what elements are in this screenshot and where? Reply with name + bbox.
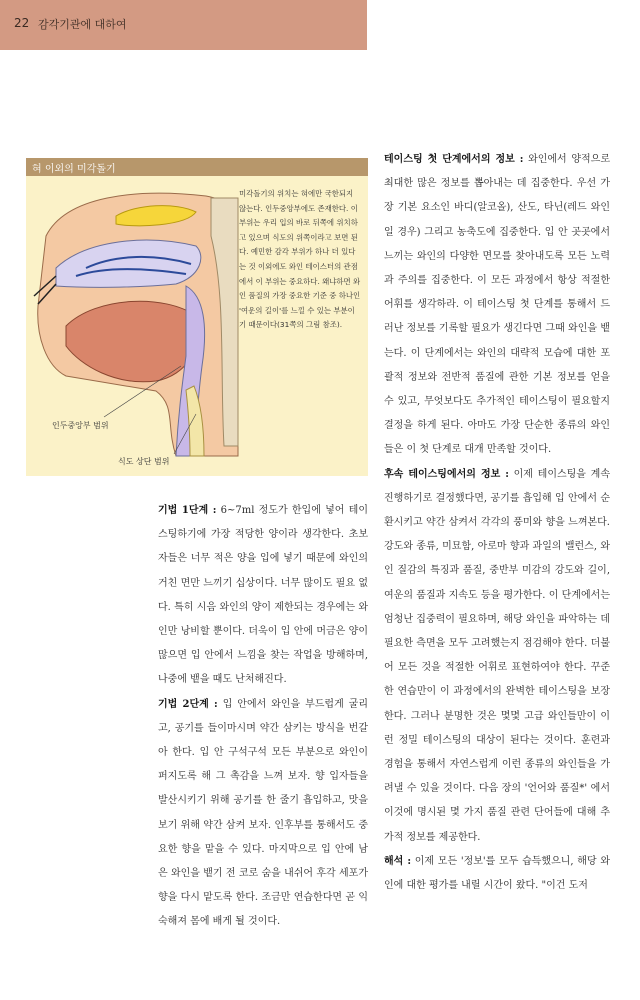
step1-body: 6~7ml 정도가 한입에 넣어 테이스팅하기에 가장 적당한 양이라 생각한다. 초보자들은 너무 적은 양을 입에 넣기 때문에 와인의 거친 면만 느끼기 십상이다. 너무 많이도 필요 없다. 특히 시음 와인의 양이 제한되는 경우에는 와인만 낭비할 뿐이다. 더욱이 입 안에 머금은 양이 많으면 입 안에서 느낌을 찾는 작업을 방해하며, 나중에 뱉을 때도 난처해진다. [158,505,368,686]
followup-heading: 후속 테이스팅에서의 정보 : [384,468,509,480]
label-pharynx-range: 인두중앙부 범위 [52,421,109,430]
figure-title-bar [26,158,368,176]
step2-heading: 기법 2단계 : [158,698,218,710]
paragraph-step2 [158,693,368,935]
step1-heading: 기법 1단계 : [158,505,217,516]
interpretation-heading: 해석 : [384,855,412,867]
interpretation-body: 이제 모든 '정보'를 모두 습득했으니, 해당 와인에 대한 평가를 내릴 시간이 왔다. "이건 도저 [384,855,610,892]
followup-body: 이제 테이스팅을 계속 진행하기로 결정했다면, 공기를 흡입해 입 안에서 순환시키고 약간 삼켜서 각각의 풍미와 향을 느껴본다. 강도와 종류, 미묘함, 아로마 향과 과일의 밸런스, 와인 질감의 특징과 품질, 중반부 미감의 강도와 길이, 여운의 품질과 지속도 등을 평가한다. 이 단계에서는 엄청난 집중력이 필요하며, 해당 와인을 파악하는 데 필요한 측면을 모두 고려했는지 점검해야 한다. 더불어 모든 것을 적절한 어휘로 표현하여야 한다. 꾸준한 연습만이 이 과정에서의 완벽한 테이스팅을 보장한다. 그러나 분명한 것은 몇몇 고급 와인들만이 이런 정밀 테이스팅의 대상이 된다는 것이다. 훈련과 경험을 통해서 자연스럽게 이런 종류의 와인들을 가려낼 수 있을 것이다. 다음 장의 '언어와 품질*' 에서 이것에 명시된 몇 가지 품질 관련 단어들에 대해 추가적 정보를 제공한다. [384,468,610,843]
page-number: 22 [14,16,30,30]
first-stage-body: 와인에서 양적으로 최대한 많은 정보를 뽑아내는 데 집중한다. 우선 가장 기본 요소인 바디(알코올), 산도, 타닌(레드 와인일 경우) 그리고 농축도에 집중한다. 입 안 곳곳에서 느끼는 와인의 다양한 면모를 찾아내도록 모든 노력과 주의를 집중한다. 이 모든 과정에서 항상 적절한 어휘를 생각하라. 이 테이스팅 첫 단계를 통해서 드러난 정보를 기록할 필요가 생긴다면 그때 와인을 뱉는다. 이 단계에서는 와인의 대략적 모습에 대한 포괄적 정보와 전반적 품질에 관한 기본 정보를 얻을 수 있고, 무엇보다도 추가적인 테이스팅이 필요할지 결정을 하게 된다. 아마도 가장 단순한 종류의 와인들은 이 첫 단계로 대개 만족할 것이다. [384,154,610,456]
first-stage-heading: 테이스팅 첫 단계에서의 정보 : [384,154,524,165]
paragraph-step1 [158,499,368,693]
left-text-column [158,499,368,935]
step2-body: 입 안에서 와인을 부드럽게 굴리고, 공기를 들이마시며 약간 삼키는 방식을 번갈아 한다. 입 안 구석구석 모든 부분으로 와인이 퍼지도록 해 그 촉감을 느껴 보자. 향 입자들을 발산시키기 위해 공기를 한 줄기 흡입하고, 맛을 보기 위해 약간 삼켜 보자. 인후부를 통해서도 중요한 향을 맡을 수 있다. 마지막으로 입 안에 남은 와인을 뱉기 전 코로 숨을 내쉬어 후각 세포가 향을 다시 맡도록 한다. 조금만 연습한다면 곧 익숙해져 몸에 배게 될 것이다. [158,698,368,928]
chapter-title: 감각기관에 대하여 [38,18,127,31]
anatomy-figure [26,158,368,476]
page-header [0,0,367,50]
paragraph-first-stage [384,148,610,463]
label-esophagus-range: 식도 상단 범위 [118,457,170,466]
paragraph-interpretation [384,850,610,898]
right-text-column [384,148,610,898]
figure-caption: 미각돌기의 위치는 혀에만 국한되지 않는다. 인두중앙부에도 존재한다. 이 부위는 우리 입의 바로 뒤쪽에 위치하고 있으며 식도의 위쪽이라고 보면 된다. 예민한 감각 부위가 하나 더 있다는 것 이외에도 와인 테이스터의 관점에서 이 부위는 중요하다. 왜냐하면 와인 품질의 가장 중요한 기준 중 하나인 '여운의 길이'를 느낄 수 있는 부분이기 때문이다(31쪽의 그림 참조). [239,189,361,330]
paragraph-followup [384,463,610,850]
figure-title: 혀 이외의 미각돌기 [32,164,116,175]
